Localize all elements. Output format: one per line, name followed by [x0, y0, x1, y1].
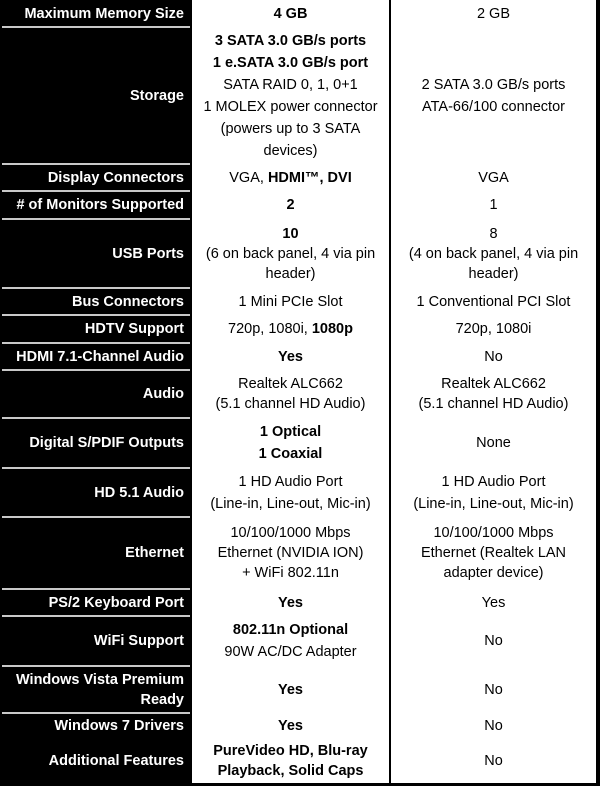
cell-text-line: VGA, HDMI™, DVI	[229, 169, 352, 186]
row-divider	[2, 342, 190, 344]
row-label: Windows 7 Drivers	[0, 713, 191, 738]
row-label: USB Ports	[0, 219, 191, 288]
value-cell-model-a	[192, 0, 389, 27]
cell-text-line: Realtek ALC662	[441, 376, 546, 392]
cell-text-line: 2 SATA 3.0 GB/s ports	[421, 76, 566, 93]
row-label: HD 5.1 Audio	[0, 468, 191, 517]
row-label: Digital S/PDIF Outputs	[0, 418, 191, 468]
value-cell-model-b	[391, 468, 596, 517]
cell-text-line: (6 on back panel, 4 via pin	[205, 245, 376, 262]
row-divider	[2, 369, 190, 371]
cell-text-line: 10	[282, 225, 299, 242]
cell-text-line: Ethernet (NVIDIA ION)	[217, 545, 364, 561]
table-row-display-connectors	[0, 164, 600, 191]
value-cell-model-b	[391, 288, 596, 315]
row-label: HDMI 7.1-Channel Audio	[0, 343, 191, 370]
row-label: Maximum Memory Size	[0, 0, 191, 27]
cell-text-line: 8	[489, 225, 498, 242]
value-cell-model-a	[192, 343, 389, 370]
table-row-windows-7-drivers	[0, 713, 600, 738]
table-row-hdmi-7-1-channel-audio	[0, 343, 600, 370]
cell-text-line: 2	[286, 197, 295, 213]
value-cell-model-a	[192, 468, 389, 517]
row-divider	[2, 615, 190, 617]
cell-text-line: 802.11n Optional	[232, 622, 349, 638]
row-divider	[2, 218, 190, 220]
value-cell-model-a	[192, 191, 389, 219]
cell-text-line: No	[484, 633, 503, 649]
row-label: Ethernet	[0, 517, 191, 589]
cell-text-line: + WiFi 802.11n	[242, 565, 339, 581]
value-cell-model-a	[192, 589, 389, 616]
value-cell-model-b	[391, 191, 596, 219]
value-cell-model-b	[391, 616, 596, 666]
row-label: # of Monitors Supported	[0, 191, 191, 219]
cell-text-line: 1 Coaxial	[258, 446, 323, 462]
row-divider	[2, 588, 190, 590]
cell-text-line: header)	[468, 265, 519, 282]
row-divider	[2, 163, 190, 165]
cell-text-line: 2 GB	[476, 5, 511, 22]
row-divider	[2, 665, 190, 667]
cell-text-line: header)	[265, 265, 316, 282]
cell-text-line: Yes	[278, 717, 303, 734]
cell-text-line: 3 SATA 3.0 GB/s ports	[214, 32, 367, 49]
value-cell-model-a	[192, 219, 389, 288]
cell-text-line: 4 GB	[273, 5, 308, 22]
value-cell-model-b	[391, 315, 596, 343]
value-cell-model-a	[192, 164, 389, 191]
value-cell-model-a	[192, 288, 389, 315]
cell-text-line: Yes	[278, 594, 303, 611]
cell-text-line: 10/100/1000 Mbps	[230, 525, 351, 541]
value-cell-model-a	[192, 370, 389, 418]
cell-text-line: ATA-66/100 connector	[422, 98, 565, 115]
table-row-wifi-support	[0, 616, 600, 666]
cell-text-line: No	[484, 752, 503, 769]
cell-text-line: (powers up to 3 SATA	[220, 120, 361, 137]
cell-text-line: Realtek ALC662	[238, 376, 343, 392]
cell-text-line: Yes	[278, 681, 303, 698]
value-cell-model-b	[391, 27, 596, 164]
cell-text-line: 10/100/1000 Mbps	[433, 525, 554, 541]
table-row-ethernet	[0, 517, 600, 589]
cell-text-line: devices)	[263, 142, 318, 159]
table-row-storage	[0, 27, 600, 164]
cell-text-line: None	[476, 435, 511, 451]
cell-text-line: (5.1 channel HD Audio)	[215, 396, 366, 412]
row-label: WiFi Support	[0, 616, 191, 666]
value-cell-model-a	[192, 315, 389, 343]
value-cell-model-a	[192, 616, 389, 666]
cell-text-line: 90W AC/DC Adapter	[224, 644, 357, 660]
value-cell-model-b	[391, 219, 596, 288]
row-divider	[2, 467, 190, 469]
row-label: Display Connectors	[0, 164, 191, 191]
value-cell-model-a	[192, 418, 389, 468]
cell-text-line: Ethernet (Realtek LAN	[420, 545, 567, 561]
row-divider	[2, 190, 190, 192]
row-divider	[2, 26, 190, 28]
row-divider	[2, 516, 190, 518]
cell-text-line: 1 HD Audio Port	[238, 473, 343, 490]
cell-text-line: Playback, Solid Caps	[217, 762, 364, 779]
cell-text-line: No	[484, 717, 503, 734]
table-row-of-monitors-supported	[0, 191, 600, 219]
value-cell-model-b	[391, 0, 596, 27]
row-divider	[2, 712, 190, 714]
row-label: Bus Connectors	[0, 288, 191, 315]
value-cell-model-a	[192, 27, 389, 164]
cell-text-line: 1 HD Audio Port	[441, 473, 546, 490]
value-cell-model-b	[391, 517, 596, 589]
cell-text-line: (Line-in, Line-out, Mic-in)	[413, 495, 574, 512]
value-cell-model-b	[391, 713, 596, 738]
cell-text-line: 720p, 1080i, 1080p	[228, 321, 353, 337]
table-row-windows-vista-premium-ready	[0, 666, 600, 713]
table-row-additional-features	[0, 738, 600, 783]
table-row-ps-2-keyboard-port	[0, 589, 600, 616]
cell-text-line: (5.1 channel HD Audio)	[418, 396, 569, 412]
table-row-audio	[0, 370, 600, 418]
cell-text-line: (Line-in, Line-out, Mic-in)	[210, 495, 371, 512]
row-divider	[2, 417, 190, 419]
cell-text-line: VGA	[478, 169, 509, 186]
cell-text-line: adapter device)	[443, 565, 544, 581]
value-cell-model-b	[391, 370, 596, 418]
row-label: Additional Features	[0, 738, 191, 783]
value-cell-model-a	[192, 738, 389, 783]
row-label: Audio	[0, 370, 191, 418]
table-row-usb-ports	[0, 219, 600, 288]
value-cell-model-a	[192, 666, 389, 713]
table-row-hdtv-support	[0, 315, 600, 343]
cell-text-line: (4 on back panel, 4 via pin	[408, 245, 579, 262]
table-row-digital-s-pdif-outputs	[0, 418, 600, 468]
row-divider	[2, 314, 190, 316]
row-label: Storage	[0, 27, 191, 164]
cell-text-line: No	[484, 681, 503, 698]
cell-text-line: No	[484, 348, 503, 365]
value-cell-model-a	[192, 517, 389, 589]
row-divider	[2, 287, 190, 289]
table-row-maximum-memory-size	[0, 0, 600, 27]
row-label: PS/2 Keyboard Port	[0, 589, 191, 616]
cell-text-line: 1 e.SATA 3.0 GB/s port	[212, 54, 369, 71]
cell-text-line: Yes	[278, 348, 303, 365]
value-cell-model-b	[391, 418, 596, 468]
value-cell-model-b	[391, 738, 596, 783]
cell-text-line: 720p, 1080i	[455, 321, 532, 337]
cell-text-line: Yes	[481, 594, 506, 611]
cell-text-line: 1 MOLEX power connector	[203, 98, 378, 115]
cell-text-line: 1 Optical	[259, 424, 322, 440]
cell-text-line: 1 Mini PCIe Slot	[238, 293, 343, 310]
cell-text-line: PureVideo HD, Blu-ray	[213, 742, 368, 759]
cell-text-line: 1 Conventional PCI Slot	[416, 293, 571, 310]
value-cell-model-b	[391, 666, 596, 713]
table-row-bus-connectors	[0, 288, 600, 315]
value-cell-model-b	[391, 589, 596, 616]
row-label: HDTV Support	[0, 315, 191, 343]
value-cell-model-b	[391, 343, 596, 370]
cell-text-line: SATA RAID 0, 1, 0+1	[223, 76, 358, 93]
value-cell-model-b	[391, 164, 596, 191]
cell-text-line: 1	[489, 197, 498, 213]
value-cell-model-a	[192, 713, 389, 738]
table-row-hd-5-1-audio	[0, 468, 600, 517]
row-label: Windows Vista Premium Ready	[0, 666, 191, 713]
